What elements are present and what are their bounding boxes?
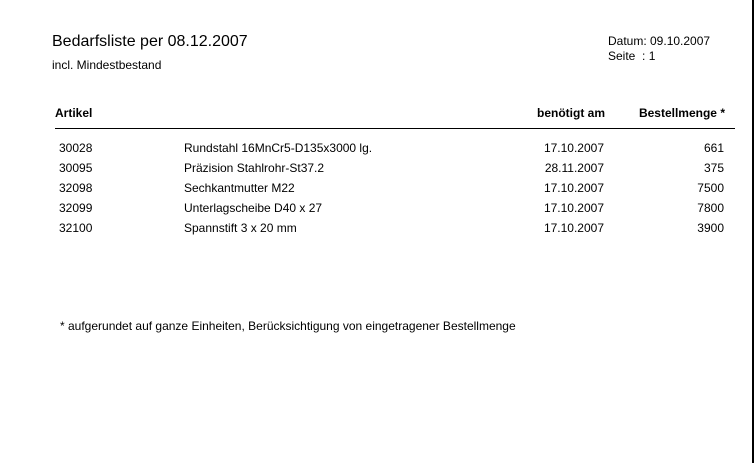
article-description: Rundstahl 16MnCr5-D135x3000 lg.: [184, 141, 373, 155]
header-divider: [55, 128, 735, 129]
required-date: 17.10.2007: [543, 201, 604, 215]
order-quantity: 661: [703, 141, 724, 155]
footnote: * aufgerundet auf ganze Einheiten, Berücksichtigung von eingetragener Bestellmenge: [60, 319, 516, 333]
article-number: 32099: [59, 201, 93, 215]
report-meta: [608, 34, 710, 64]
article-number: 32098: [59, 181, 93, 195]
article-description: Sechkantmutter M22: [184, 181, 295, 195]
article-description: Präzision Stahlrohr-St37.2: [184, 161, 325, 175]
column-header-bestellmenge: Bestellmenge *: [638, 106, 725, 120]
table-row: [0, 181, 756, 201]
required-date: 17.10.2007: [543, 221, 604, 235]
order-quantity: 7800: [697, 201, 724, 215]
table-row: [0, 221, 756, 241]
article-number: 30028: [59, 141, 93, 155]
requirements-table: [0, 141, 756, 241]
order-quantity: 375: [703, 161, 724, 175]
order-quantity: 3900: [697, 221, 724, 235]
column-header-artikel: Artikel: [55, 106, 93, 120]
article-description: Spannstift 3 x 20 mm: [184, 221, 297, 235]
report-title: Bedarfsliste per 08.12.2007: [52, 33, 248, 50]
column-header-benoetigt-am: benötigt am: [537, 106, 605, 120]
required-date: 17.10.2007: [543, 141, 604, 155]
article-number: 30095: [59, 161, 93, 175]
page-number-line: Seite : 1: [608, 49, 656, 63]
report-subtitle: incl. Mindestbestand: [52, 58, 162, 72]
order-quantity: 7500: [697, 181, 724, 195]
table-row: [0, 141, 756, 161]
date-line: Datum: 09.10.2007: [608, 34, 711, 48]
article-number: 32100: [59, 221, 93, 235]
table-row: [0, 161, 756, 181]
required-date: 28.11.2007: [544, 161, 604, 175]
required-date: 17.10.2007: [543, 181, 604, 195]
table-row: [0, 201, 756, 221]
article-description: Unterlagscheibe D40 x 27: [184, 201, 323, 215]
